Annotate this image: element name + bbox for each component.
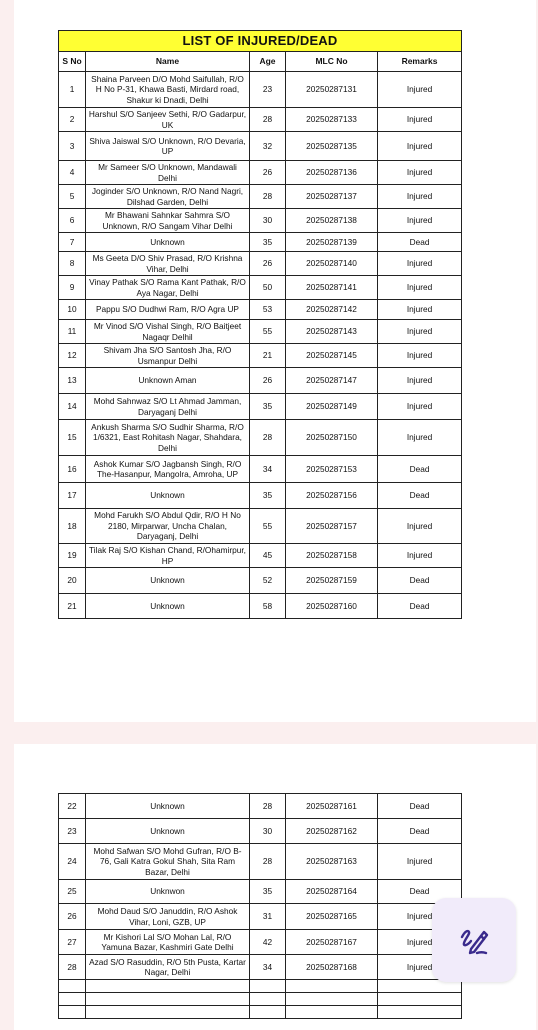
cell-mlc: 20250287161: [286, 794, 378, 819]
table-row: [59, 880, 462, 904]
table-row: [59, 276, 462, 300]
cell-sno: 24: [59, 844, 86, 880]
table-row: [59, 72, 462, 108]
table-row: [59, 544, 462, 568]
table-row: [59, 368, 462, 394]
cell-remarks: Dead: [378, 456, 462, 483]
empty-cell: [86, 1006, 250, 1019]
cell-remarks: Injured: [378, 509, 462, 544]
empty-cell: [286, 980, 378, 993]
empty-table-row: [59, 980, 462, 993]
cell-sno: 13: [59, 368, 86, 394]
table-row: [59, 509, 462, 544]
cell-name: Unknown: [86, 233, 250, 252]
cell-age: 35: [250, 483, 286, 509]
document-page-1: [14, 0, 536, 722]
cell-remarks: Dead: [378, 594, 462, 619]
cell-mlc: 20250287167: [286, 930, 378, 955]
injured-dead-table: [58, 30, 462, 619]
cell-sno: 3: [59, 132, 86, 161]
cell-remarks: Injured: [378, 300, 462, 320]
cell-mlc: 20250287142: [286, 300, 378, 320]
cell-sno: 22: [59, 794, 86, 819]
cell-age: 53: [250, 300, 286, 320]
table-row: [59, 568, 462, 594]
cell-age: 26: [250, 368, 286, 394]
cell-age: 45: [250, 544, 286, 568]
header-mlc: MLC No: [286, 52, 378, 72]
cell-remarks: Injured: [378, 161, 462, 185]
cell-remarks: Dead: [378, 568, 462, 594]
cell-remarks: Injured: [378, 132, 462, 161]
cell-name: Ashok Kumar S/O Jagbansh Singh, R/O The-Hasanpur, Mangolra, Amroha, UP: [86, 456, 250, 483]
cell-remarks: Injured: [378, 108, 462, 132]
cell-sno: 26: [59, 904, 86, 930]
cell-age: 28: [250, 844, 286, 880]
cell-age: 28: [250, 794, 286, 819]
header-age: Age: [250, 52, 286, 72]
cell-age: 55: [250, 509, 286, 544]
cell-sno: 17: [59, 483, 86, 509]
empty-cell: [250, 1006, 286, 1019]
cell-remarks: Injured: [378, 844, 462, 880]
cell-mlc: 20250287136: [286, 161, 378, 185]
cell-age: 28: [250, 420, 286, 456]
cell-sno: 4: [59, 161, 86, 185]
empty-cell: [250, 980, 286, 993]
cell-mlc: 20250287163: [286, 844, 378, 880]
cell-age: 21: [250, 344, 286, 368]
cell-name: Unknown: [86, 819, 250, 844]
cell-age: 28: [250, 108, 286, 132]
table-row: [59, 161, 462, 185]
cell-name: Harshul S/O Sanjeev Sethi, R/O Gadarpur, UK: [86, 108, 250, 132]
empty-cell: [250, 993, 286, 1006]
cell-sno: 27: [59, 930, 86, 955]
cell-mlc: 20250287162: [286, 819, 378, 844]
table-row: [59, 844, 462, 880]
cell-mlc: 20250287153: [286, 456, 378, 483]
table-row: [59, 233, 462, 252]
cell-name: Unknown: [86, 794, 250, 819]
table-row: [59, 344, 462, 368]
cell-sno: 8: [59, 252, 86, 276]
empty-table-row: [59, 993, 462, 1006]
table-body-page-2: [59, 794, 462, 1019]
cell-name: Mohd Daud S/O Januddin, R/O Ashok Vihar, Loni, GZB, UP: [86, 904, 250, 930]
cell-remarks: Dead: [378, 880, 462, 904]
table-row: [59, 483, 462, 509]
empty-cell: [286, 1006, 378, 1019]
cell-age: 55: [250, 320, 286, 344]
cell-name: Unknown: [86, 568, 250, 594]
table-row: [59, 456, 462, 483]
table-row: [59, 904, 462, 930]
table-row: [59, 594, 462, 619]
cell-age: 35: [250, 394, 286, 420]
cell-remarks: Injured: [378, 185, 462, 209]
cell-age: 30: [250, 819, 286, 844]
cell-name: Mr Kishori Lal S/O Mohan Lal, R/O Yamuna Bazar, Kashmiri Gate Delhi: [86, 930, 250, 955]
cell-mlc: 20250287140: [286, 252, 378, 276]
cell-mlc: 20250287150: [286, 420, 378, 456]
cell-sno: 6: [59, 209, 86, 233]
cell-sno: 1: [59, 72, 86, 108]
cell-mlc: 20250287165: [286, 904, 378, 930]
cell-age: 28: [250, 185, 286, 209]
cell-age: 26: [250, 161, 286, 185]
cell-sno: 11: [59, 320, 86, 344]
cell-mlc: 20250287143: [286, 320, 378, 344]
header-name: Name: [86, 52, 250, 72]
empty-cell: [59, 993, 86, 1006]
cell-mlc: 20250287160: [286, 594, 378, 619]
cell-name: Shaina Parveen D/O Mohd Saifullah, R/O H No P-31, Khawa Basti, Mirdard road, Shakur ki Dnadi, Delhi: [86, 72, 250, 108]
cell-age: 34: [250, 456, 286, 483]
cell-remarks: Injured: [378, 420, 462, 456]
cell-sno: 21: [59, 594, 86, 619]
cell-sno: 12: [59, 344, 86, 368]
cell-sno: 14: [59, 394, 86, 420]
cell-name: Pappu S/O Dudhwi Ram, R/O Agra UP: [86, 300, 250, 320]
cell-sno: 10: [59, 300, 86, 320]
cell-remarks: Dead: [378, 819, 462, 844]
cell-age: 30: [250, 209, 286, 233]
pencil-scribble-icon: [457, 923, 491, 957]
cell-age: 34: [250, 955, 286, 980]
cell-name: Mohd Sahnwaz S/O Lt Ahmad Jamman, Daryaganj Delhi: [86, 394, 250, 420]
cell-mlc: 20250287131: [286, 72, 378, 108]
cell-sno: 23: [59, 819, 86, 844]
cell-mlc: 20250287141: [286, 276, 378, 300]
empty-cell: [86, 980, 250, 993]
cell-remarks: Injured: [378, 368, 462, 394]
table-row: [59, 320, 462, 344]
cell-remarks: Injured: [378, 544, 462, 568]
empty-cell: [59, 980, 86, 993]
cell-age: 23: [250, 72, 286, 108]
edit-annotate-button[interactable]: [432, 898, 516, 982]
cell-sno: 19: [59, 544, 86, 568]
cell-mlc: 20250287137: [286, 185, 378, 209]
cell-name: Joginder S/O Unknown, R/O Nand Nagri, Dilshad Garden, Delhi: [86, 185, 250, 209]
empty-table-row: [59, 1006, 462, 1019]
table-body-page-1: [59, 72, 462, 619]
table-row: [59, 930, 462, 955]
header-sno: S No: [59, 52, 86, 72]
cell-sno: 20: [59, 568, 86, 594]
table-title: LIST OF INJURED/DEAD: [59, 31, 462, 52]
table-row: [59, 955, 462, 980]
cell-name: Mohd Farukh S/O Abdul Qdir, R/O H No 2180, Mirparwar, Uncha Chalan, Daryaganj, Delhi: [86, 509, 250, 544]
table-row: [59, 819, 462, 844]
cell-name: Vinay Pathak S/O Rama Kant Pathak, R/O Aya Nagar, Delhi: [86, 276, 250, 300]
empty-cell: [59, 1006, 86, 1019]
cell-sno: 9: [59, 276, 86, 300]
cell-remarks: Injured: [378, 394, 462, 420]
cell-mlc: 20250287158: [286, 544, 378, 568]
cell-remarks: Injured: [378, 344, 462, 368]
cell-age: 31: [250, 904, 286, 930]
cell-sno: 16: [59, 456, 86, 483]
cell-name: Shivam Jha S/O Santosh Jha, R/O Usmanpur Delhi: [86, 344, 250, 368]
cell-mlc: 20250287145: [286, 344, 378, 368]
cell-sno: 5: [59, 185, 86, 209]
cell-name: Ms Geeta D/O Shiv Prasad, R/O Krishna Vihar, Delhi: [86, 252, 250, 276]
cell-age: 42: [250, 930, 286, 955]
cell-name: Azad S/O Rasuddin, R/O 5th Pusta, Kartar Nagar, Delhi: [86, 955, 250, 980]
cell-name: Mr Sameer S/O Unknown, Mandawali Delhi: [86, 161, 250, 185]
cell-name: Tilak Raj S/O Kishan Chand, R/Ohamirpur, HP: [86, 544, 250, 568]
cell-remarks: Injured: [378, 320, 462, 344]
empty-cell: [378, 993, 462, 1006]
cell-mlc: 20250287159: [286, 568, 378, 594]
injured-dead-table-continued: [58, 793, 462, 1019]
cell-name: Unknwon: [86, 880, 250, 904]
table-row: [59, 185, 462, 209]
cell-remarks: Injured: [378, 276, 462, 300]
cell-mlc: 20250287133: [286, 108, 378, 132]
cell-age: 35: [250, 880, 286, 904]
empty-cell: [286, 993, 378, 1006]
header-remarks: Remarks: [378, 52, 462, 72]
cell-remarks: Dead: [378, 233, 462, 252]
cell-remarks: Injured: [378, 955, 462, 980]
cell-remarks: Injured: [378, 209, 462, 233]
cell-age: 35: [250, 233, 286, 252]
cell-remarks: Injured: [378, 72, 462, 108]
cell-age: 52: [250, 568, 286, 594]
cell-sno: 28: [59, 955, 86, 980]
cell-name: Unknown Aman: [86, 368, 250, 394]
cell-sno: 2: [59, 108, 86, 132]
cell-mlc: 20250287139: [286, 233, 378, 252]
cell-name: Unknown: [86, 483, 250, 509]
cell-mlc: 20250287138: [286, 209, 378, 233]
table-row: [59, 394, 462, 420]
cell-name: Mr Bhawani Sahnkar Sahmra S/O Unknown, R/O Sangam Vihar Delhi: [86, 209, 250, 233]
cell-name: Mr Vinod S/O Vishal Singh, R/O Baitjeet Nagaqr Delhil: [86, 320, 250, 344]
cell-sno: 18: [59, 509, 86, 544]
cell-mlc: 20250287149: [286, 394, 378, 420]
table-row: [59, 108, 462, 132]
cell-age: 32: [250, 132, 286, 161]
table-row: [59, 132, 462, 161]
cell-remarks: Dead: [378, 483, 462, 509]
table-row: [59, 252, 462, 276]
cell-sno: 25: [59, 880, 86, 904]
cell-sno: 15: [59, 420, 86, 456]
cell-name: Shiva Jaiswal S/O Unknown, R/O Devaria, UP: [86, 132, 250, 161]
cell-age: 26: [250, 252, 286, 276]
cell-name: Ankush Sharma S/O Sudhir Sharma, R/O 1/6321, East Rohitash Nagar, Shahdara, Delhi: [86, 420, 250, 456]
cell-remarks: Injured: [378, 930, 462, 955]
cell-mlc: 20250287168: [286, 955, 378, 980]
cell-age: 58: [250, 594, 286, 619]
table-row: [59, 794, 462, 819]
cell-mlc: 20250287156: [286, 483, 378, 509]
cell-age: 50: [250, 276, 286, 300]
table-row: [59, 420, 462, 456]
table-row: [59, 300, 462, 320]
cell-remarks: Injured: [378, 252, 462, 276]
cell-name: Mohd Safwan S/O Mohd Gufran, R/O B-76, Gali Katra Gokul Shah, Sita Ram Bazar, Delhi: [86, 844, 250, 880]
cell-name: Unknown: [86, 594, 250, 619]
empty-cell: [86, 993, 250, 1006]
cell-mlc: 20250287135: [286, 132, 378, 161]
cell-mlc: 20250287147: [286, 368, 378, 394]
cell-mlc: 20250287157: [286, 509, 378, 544]
table-row: [59, 209, 462, 233]
document-page-2: [14, 744, 536, 1030]
cell-mlc: 20250287164: [286, 880, 378, 904]
cell-remarks: Injured: [378, 904, 462, 930]
cell-remarks: Dead: [378, 794, 462, 819]
cell-sno: 7: [59, 233, 86, 252]
empty-cell: [378, 1006, 462, 1019]
